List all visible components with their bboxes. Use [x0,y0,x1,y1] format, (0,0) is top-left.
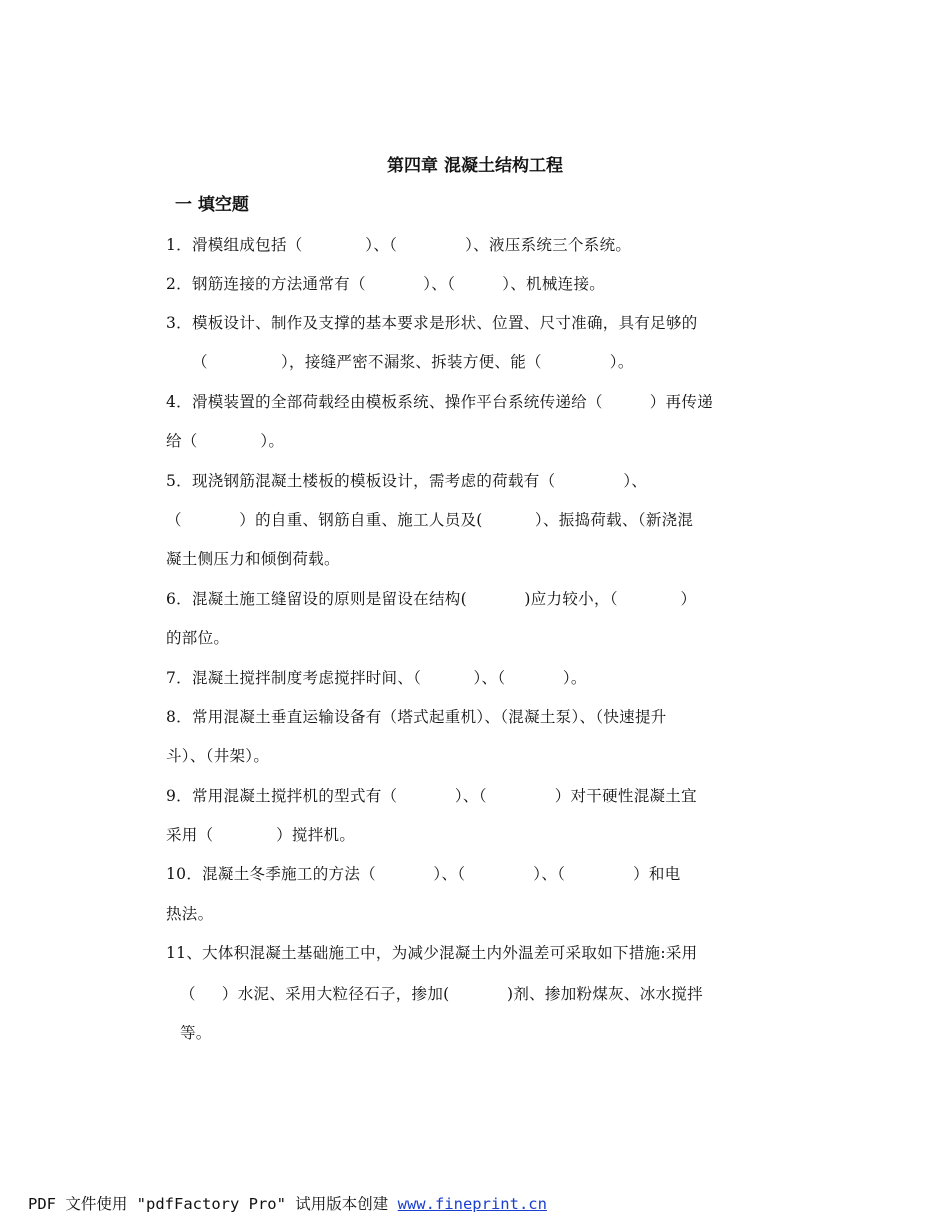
question-7: 7．混凝土搅拌制度考虑搅拌时间、（ ）、（ ）。 [166,669,587,687]
question-6-line-1: 6．混凝土施工缝留设的原则是留设在结构( )应力较小，（ ） [166,590,697,608]
question-4-line-2: 给（ ）。 [166,432,285,450]
pdf-footer [28,1193,547,1215]
question-4-line-1: 4．滑模装置的全部荷载经由模板系统、操作平台系统传递给（ ）再传递 [166,393,714,411]
question-9-line-2: 采用（ ）搅拌机。 [166,826,356,844]
question-5-line-3: 凝土侧压力和倾倒荷载。 [166,550,340,568]
section-heading: 一 填空题 [175,195,249,215]
question-3-line-1: 3．模板设计、制作及支撑的基本要求是形状、位置、尺寸准确，具有足够的 [166,314,698,332]
question-3-line-2: （ ），接缝严密不漏浆、拆装方便、能（ ）。 [192,353,634,371]
question-5-line-1: 5．现浇钢筋混凝土楼板的模板设计，需考虑的荷载有（ ）、 [166,472,648,490]
question-8-line-1: 8．常用混凝土垂直运输设备有（塔式起重机）、（混凝土泵）、（快速提升 [166,708,667,726]
question-1: 1．滑模组成包括（ ）、（ ）、液压系统三个系统。 [166,236,632,254]
footer-text: PDF 文件使用 "pdfFactory Pro" 试用版本创建 [28,1195,398,1213]
question-11-line-2: （ ）水泥、采用大粒径石子，掺加( )剂、掺加粉煤灰、冰水搅拌 [180,985,703,1003]
question-10-line-1: 10．混凝土冬季施工的方法（ ）、（ ）、（ ）和电 [166,865,681,883]
question-11-line-3: 等。 [180,1024,212,1042]
fineprint-link[interactable]: www.fineprint.cn [397,1195,547,1213]
question-2: 2．钢筋连接的方法通常有（ ）、（ ）、机械连接。 [166,275,606,293]
question-11-line-1: 11、大体积混凝土基础施工中，为减少混凝土内外温差可采取如下措施:采用 [166,944,698,962]
chapter-title: 第四章 混凝土结构工程 [387,156,563,176]
question-5-line-2: （ ）的自重、钢筋自重、施工人员及( ）、振捣荷载、（新浇混 [166,511,694,529]
question-6-line-2: 的部位。 [166,629,230,647]
question-8-line-2: 斗）、（井架）。 [166,747,270,765]
question-9-line-1: 9．常用混凝土搅拌机的型式有（ ）、（ ）对干硬性混凝土宜 [166,787,697,805]
question-10-line-2: 热法。 [166,905,214,923]
